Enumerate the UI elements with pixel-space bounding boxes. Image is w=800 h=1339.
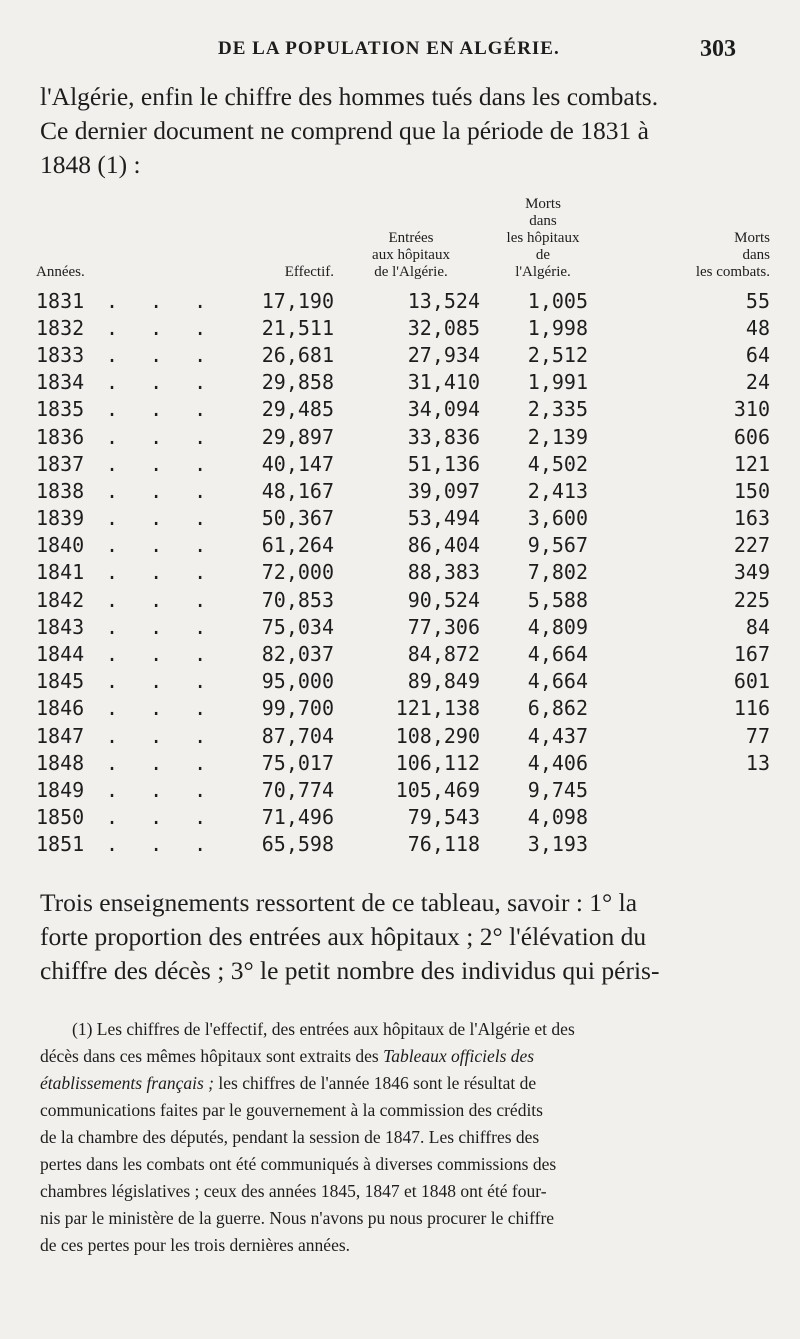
cell-morts-combats: 163: [733, 506, 770, 531]
cell-entrees: 34,094: [407, 397, 480, 422]
year-label: 1832: [36, 315, 85, 340]
cell-year: [36, 559, 217, 586]
cell-morts-combats: [606, 804, 774, 831]
leader-dots: . . .: [106, 696, 217, 721]
table-row: [36, 586, 774, 613]
cell-effectif: 72,000: [261, 560, 334, 585]
cell-morts-combats: [606, 776, 774, 803]
cell-morts-hopitaux: 3,600: [527, 506, 588, 531]
cell-effectif: 65,598: [261, 832, 334, 857]
footnote-text: les chiffres de l'année 1846 sont le résultat de: [214, 1073, 537, 1093]
leader-dots: . . .: [106, 424, 217, 449]
table-row: [36, 450, 774, 477]
year-label: 1841: [36, 560, 85, 585]
text-line: chiffre des décès ; 3° le petit nombre des individus qui péris-: [40, 956, 660, 985]
leader-dots: . . .: [106, 288, 217, 313]
year-label: 1845: [36, 669, 85, 694]
header-entrees: [342, 196, 480, 287]
cell-effectif: 71,496: [261, 805, 334, 830]
cell-entrees: 13,524: [407, 288, 480, 313]
year-label: 1836: [36, 424, 85, 449]
cell-morts-hopitaux: 4,664: [527, 642, 588, 667]
intro-paragraph: [40, 80, 760, 182]
table-row: [36, 396, 774, 423]
cell-morts-combats: 84: [745, 614, 770, 639]
cell-morts-hopitaux: 4,098: [527, 805, 588, 830]
table-row: [36, 532, 774, 559]
cell-entrees: 108,290: [395, 723, 480, 748]
table-row: [36, 287, 774, 314]
text-line: 1848 (1) :: [40, 150, 141, 179]
cell-morts-combats: 601: [733, 669, 770, 694]
leader-dots: . . .: [106, 397, 217, 422]
footnote-line: [40, 1070, 760, 1097]
table-row: [36, 423, 774, 450]
leader-dots: . . .: [106, 614, 217, 639]
leader-dots: . . .: [106, 642, 217, 667]
cell-entrees: 33,836: [407, 424, 480, 449]
leader-dots: . . .: [106, 370, 217, 395]
footnote-italic: établissements français ;: [40, 1073, 215, 1093]
cell-year: [36, 369, 217, 396]
text-line: l'Algérie, enfin le chiffre des hommes tués dans les combats.: [40, 82, 659, 111]
cell-effectif: 75,017: [261, 750, 334, 775]
footnote-line: [40, 1043, 760, 1070]
cell-morts-hopitaux: 4,502: [527, 451, 588, 476]
cell-morts-combats: 167: [733, 642, 770, 667]
cell-entrees: 88,383: [407, 560, 480, 585]
cell-year: [36, 450, 217, 477]
table-row: [36, 831, 774, 858]
leader-dots: . . .: [106, 533, 217, 558]
cell-year: [36, 722, 217, 749]
cell-year: [36, 586, 217, 613]
cell-year: [36, 804, 217, 831]
leader-dots: . . .: [106, 506, 217, 531]
leader-dots: . . .: [106, 723, 217, 748]
cell-morts-combats: 13: [745, 750, 770, 775]
cell-entrees: 77,306: [407, 614, 480, 639]
table-row: [36, 722, 774, 749]
cell-year: [36, 613, 217, 640]
cell-morts-combats: 349: [733, 560, 770, 585]
header-line: Morts: [734, 230, 770, 246]
leader-dots: . . .: [106, 478, 217, 503]
year-label: 1843: [36, 614, 85, 639]
header-line: dans: [529, 213, 557, 229]
cell-year: [36, 640, 217, 667]
header-effectif: Effectif.: [284, 264, 334, 280]
cell-morts-combats: [606, 831, 774, 858]
header-line: dans: [742, 247, 770, 263]
year-label: 1851: [36, 832, 85, 857]
cell-effectif: 70,774: [261, 777, 334, 802]
cell-effectif: 29,485: [261, 397, 334, 422]
table-row: [36, 749, 774, 776]
cell-year: [36, 287, 217, 314]
text-line: forte proportion des entrées aux hôpitaux ; 2° l'élévation du: [40, 922, 647, 951]
cell-morts-hopitaux: 3,193: [527, 832, 588, 857]
cell-effectif: 48,167: [261, 478, 334, 503]
cell-morts-hopitaux: 4,809: [527, 614, 588, 639]
cell-morts-combats: 310: [733, 397, 770, 422]
cell-effectif: 61,264: [261, 533, 334, 558]
cell-year: [36, 776, 217, 803]
cell-morts-combats: 121: [733, 451, 770, 476]
cell-year: [36, 668, 217, 695]
cell-effectif: 17,190: [261, 288, 334, 313]
table-row: [36, 369, 774, 396]
year-label: 1842: [36, 587, 85, 612]
cell-morts-combats: 24: [745, 370, 770, 395]
cell-morts-combats: 116: [733, 696, 770, 721]
cell-entrees: 105,469: [395, 777, 480, 802]
table-row: [36, 804, 774, 831]
leader-dots: . . .: [106, 342, 217, 367]
table-row: [36, 776, 774, 803]
cell-year: [36, 423, 217, 450]
table-row: [36, 559, 774, 586]
cell-effectif: 75,034: [261, 614, 334, 639]
cell-year: [36, 505, 217, 532]
year-label: 1835: [36, 397, 85, 422]
cell-entrees: 86,404: [407, 533, 480, 558]
cell-morts-combats: 225: [733, 587, 770, 612]
header-line: les combats.: [695, 264, 770, 280]
year-label: 1846: [36, 696, 85, 721]
cell-morts-hopitaux: 4,437: [527, 723, 588, 748]
footnote-line: de ces pertes pour les trois dernières années.: [40, 1235, 351, 1255]
cell-entrees: 31,410: [407, 370, 480, 395]
cell-entrees: 106,112: [395, 750, 480, 775]
cell-entrees: 90,524: [407, 587, 480, 612]
year-label: 1834: [36, 370, 85, 395]
cell-morts-hopitaux: 6,862: [527, 696, 588, 721]
table-row: [36, 341, 774, 368]
cell-morts-hopitaux: 1,998: [527, 315, 588, 340]
cell-year: [36, 831, 217, 858]
header-line: Entrées: [388, 230, 434, 246]
cell-morts-combats: 55: [745, 288, 770, 313]
year-label: 1839: [36, 506, 85, 531]
year-label: 1848: [36, 750, 85, 775]
cell-entrees: 89,849: [407, 669, 480, 694]
leader-dots: . . .: [106, 805, 217, 830]
cell-effectif: 87,704: [261, 723, 334, 748]
cell-effectif: 82,037: [261, 642, 334, 667]
header-annees: Années.: [36, 264, 85, 280]
footnote-text: décès dans ces mêmes hôpitaux sont extraits des: [40, 1046, 384, 1066]
cell-morts-hopitaux: 1,005: [527, 288, 588, 313]
footnote-line: nis par le ministère de la guerre. Nous n'avons pu nous procurer le chiffre: [40, 1208, 555, 1228]
table-row: [36, 505, 774, 532]
footnote-line: communications faites par le gouvernement à la commission des crédits: [40, 1100, 543, 1120]
cell-effectif: 40,147: [261, 451, 334, 476]
table-row: [36, 477, 774, 504]
table-row: [36, 640, 774, 667]
cell-entrees: 79,543: [407, 805, 480, 830]
cell-morts-hopitaux: 1,991: [527, 370, 588, 395]
header-morts-combats: [606, 196, 774, 287]
year-label: 1840: [36, 533, 85, 558]
cell-effectif: 70,853: [261, 587, 334, 612]
cell-morts-combats: 48: [745, 315, 770, 340]
cell-year: [36, 341, 217, 368]
cell-morts-hopitaux: 9,567: [527, 533, 588, 558]
cell-year: [36, 314, 217, 341]
leader-dots: . . .: [106, 587, 217, 612]
year-label: 1833: [36, 342, 85, 367]
page-header: [0, 36, 800, 66]
running-title: DE LA POPULATION EN ALGÉRIE.: [218, 38, 560, 59]
year-label: 1837: [36, 451, 85, 476]
cell-morts-combats: 150: [733, 478, 770, 503]
text-line: Trois enseignements ressortent de ce tableau, savoir : 1° la: [40, 888, 638, 917]
table-row: [36, 314, 774, 341]
cell-morts-hopitaux: 5,588: [527, 587, 588, 612]
cell-year: [36, 695, 217, 722]
cell-morts-hopitaux: 2,512: [527, 342, 588, 367]
cell-year: [36, 532, 217, 559]
cell-effectif: 50,367: [261, 506, 334, 531]
year-label: 1831: [36, 288, 85, 313]
cell-entrees: 32,085: [407, 315, 480, 340]
cell-morts-hopitaux: 2,139: [527, 424, 588, 449]
leader-dots: . . .: [106, 750, 217, 775]
population-table: [36, 196, 774, 858]
cell-entrees: 27,934: [407, 342, 480, 367]
footnote-line: pertes dans les combats ont été communiqués à diverses commissions des: [40, 1154, 557, 1174]
cell-entrees: 76,118: [407, 832, 480, 857]
cell-morts-combats: 64: [745, 342, 770, 367]
year-label: 1850: [36, 805, 85, 830]
header-line: l'Algérie.: [515, 264, 571, 280]
cell-morts-combats: 77: [745, 723, 770, 748]
cell-effectif: 95,000: [261, 669, 334, 694]
cell-effectif: 29,897: [261, 424, 334, 449]
year-label: 1847: [36, 723, 85, 748]
leader-dots: . . .: [106, 315, 217, 340]
cell-entrees: 53,494: [407, 506, 480, 531]
year-label: 1844: [36, 642, 85, 667]
table-row: [36, 668, 774, 695]
footnote-line: chambres législatives ; ceux des années 1845, 1847 et 1848 ont été four-: [40, 1181, 547, 1201]
cell-year: [36, 396, 217, 423]
footnote-line: de la chambre des députés, pendant la session de 1847. Les chiffres des: [40, 1127, 540, 1147]
cell-year: [36, 477, 217, 504]
leader-dots: . . .: [106, 560, 217, 585]
cell-entrees: 39,097: [407, 478, 480, 503]
header-line: Morts: [525, 196, 561, 212]
header-line: les hôpitaux: [506, 230, 580, 246]
table-body: [36, 287, 774, 858]
header-line: de: [535, 247, 551, 263]
cell-morts-hopitaux: 2,413: [527, 478, 588, 503]
leader-dots: . . .: [106, 777, 217, 802]
cell-morts-hopitaux: 4,664: [527, 669, 588, 694]
text-line: Ce dernier document ne comprend que la période de 1831 à: [40, 116, 649, 145]
table-row: [36, 613, 774, 640]
cell-effectif: 99,700: [261, 696, 334, 721]
footnote-italic: Tableaux officiels des: [383, 1046, 535, 1066]
cell-morts-hopitaux: 9,745: [527, 777, 588, 802]
cell-year: [36, 749, 217, 776]
table-row: [36, 695, 774, 722]
cell-effectif: 26,681: [261, 342, 334, 367]
cell-entrees: 84,872: [407, 642, 480, 667]
leader-dots: . . .: [106, 451, 217, 476]
cell-morts-combats: 606: [733, 424, 770, 449]
page-number: 303: [700, 36, 736, 62]
cell-entrees: 51,136: [407, 451, 480, 476]
leader-dots: . . .: [106, 669, 217, 694]
footnote-line: (1) Les chiffres de l'effectif, des entrées aux hôpitaux de l'Algérie et des: [72, 1019, 575, 1039]
year-label: 1838: [36, 478, 85, 503]
cell-effectif: 21,511: [261, 315, 334, 340]
footnote: [40, 1016, 760, 1259]
cell-morts-combats: 227: [733, 533, 770, 558]
leader-dots: . . .: [106, 832, 217, 857]
header-line: aux hôpitaux: [372, 247, 450, 263]
year-label: 1849: [36, 777, 85, 802]
conclusion-paragraph: [40, 886, 760, 988]
cell-morts-hopitaux: 4,406: [527, 750, 588, 775]
cell-morts-hopitaux: 2,335: [527, 397, 588, 422]
table-header-row: [36, 196, 774, 287]
header-line: de l'Algérie.: [374, 264, 448, 280]
cell-morts-hopitaux: 7,802: [527, 560, 588, 585]
cell-entrees: 121,138: [395, 696, 480, 721]
cell-effectif: 29,858: [261, 370, 334, 395]
header-morts-hopitaux: [480, 196, 606, 287]
